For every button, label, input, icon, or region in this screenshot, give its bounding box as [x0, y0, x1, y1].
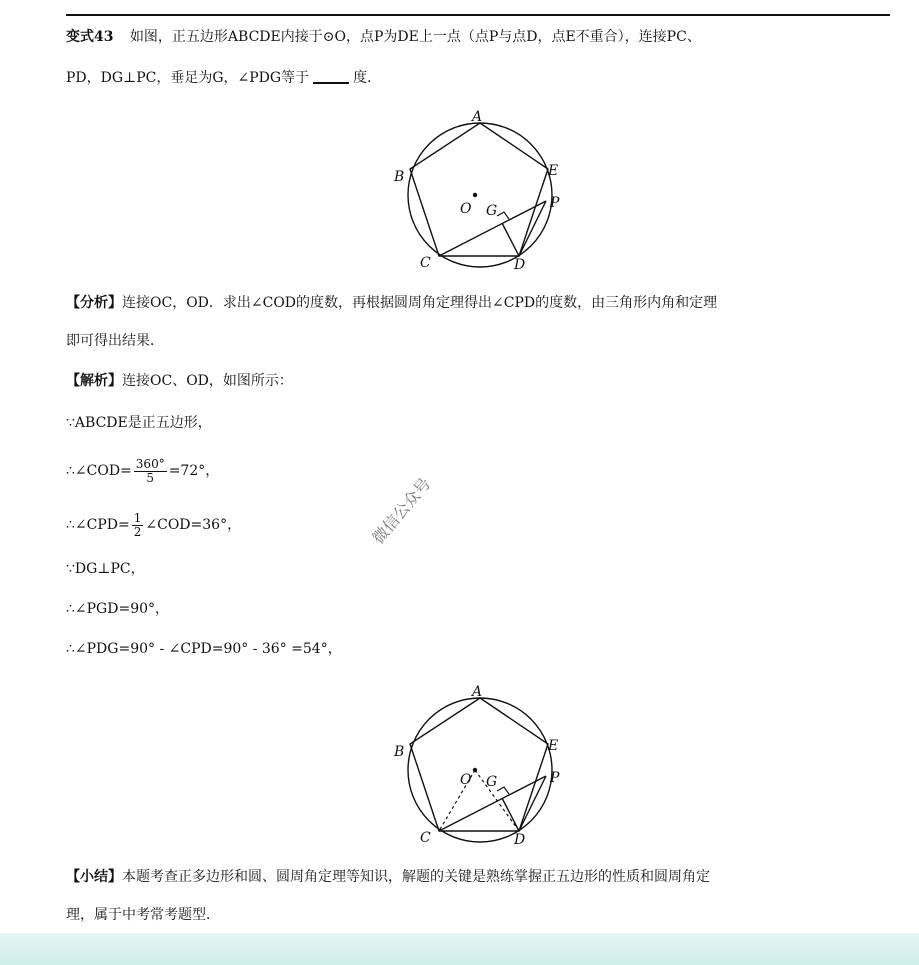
label-d: D: [514, 257, 526, 273]
circumcircle: [408, 698, 552, 842]
frac1-num: 360°: [135, 456, 165, 471]
step-2-suffix: =72°，: [168, 463, 220, 479]
label-g: G: [486, 203, 498, 219]
step-2-prefix: ∴∠COD=: [66, 463, 132, 479]
problem-tag: 变式43: [66, 29, 114, 45]
label-c: C: [420, 830, 431, 846]
summary-line-1: [66, 868, 710, 886]
answer-blank: [313, 68, 349, 84]
watermark-text: 微信公众号: [368, 474, 435, 548]
step-3-suffix: ∠COD=36°，: [145, 517, 242, 533]
label-a: A: [472, 109, 483, 125]
center-point: [473, 193, 477, 197]
solution-step-4: ∵DG⊥PC，: [66, 561, 145, 577]
bottom-strip: [0, 933, 919, 965]
problem-line-1: [66, 28, 701, 46]
label-e: E: [548, 738, 559, 754]
fraction-360-over-5: [134, 458, 167, 485]
frac2-den: 2: [133, 524, 142, 539]
frac2-num: 1: [133, 510, 142, 525]
step-3-prefix: ∴∠CPD=: [66, 517, 130, 533]
problem-text-2: PD，DG⊥PC，垂足为G，∠PDG等于: [66, 70, 310, 86]
watermark: [360, 360, 590, 560]
label-d: D: [514, 832, 526, 848]
solution-intro: 连接OC、OD，如图所示：: [122, 373, 293, 389]
label-c: C: [420, 255, 431, 271]
solution-step-1: ∵ABCDE是正五边形，: [66, 415, 212, 431]
fraction-1-over-2: [132, 512, 144, 539]
analysis-line-1: [66, 294, 717, 312]
right-angle-mark: [497, 212, 509, 219]
solution-step-3: [66, 510, 241, 540]
label-a: A: [472, 684, 483, 700]
label-p: P: [550, 770, 560, 786]
center-point: [473, 768, 477, 772]
summary-text-1: 本题考查正多边形和圆、圆周角定理等知识，解题的关键是熟练掌握正五边形的性质和圆周角定: [122, 869, 710, 885]
analysis-text-1: 连接OC，OD．求出∠COD的度数，再根据圆周角定理得出∠CPD的度数，由三角形内角和定理: [122, 295, 718, 311]
label-b: B: [394, 744, 405, 760]
label-g: G: [486, 774, 498, 790]
solution-step-5: ∴∠PGD=90°，: [66, 601, 170, 617]
pentagon-figure-2: [380, 680, 580, 850]
label-b: B: [394, 169, 405, 185]
label-e: E: [548, 163, 559, 179]
label-o: O: [460, 201, 472, 217]
solution-tag: 【解析】: [66, 373, 122, 389]
right-angle-mark: [497, 787, 509, 794]
solution-step-2: [66, 456, 219, 486]
problem-line-2: [66, 68, 381, 87]
problem-text-2-suffix: 度．: [353, 70, 382, 86]
label-o: O: [460, 772, 472, 788]
label-p: P: [550, 195, 560, 211]
frac1-den: 5: [146, 470, 155, 485]
solution-step-6: ∴∠PDG=90° - ∠CPD=90° - 36° =54°，: [66, 641, 342, 657]
segment-dg: [502, 223, 519, 256]
problem-text-1: 如图，正五边形ABCDE内接于⊙O，点P为DE上一点（点P与点D，点E不重合），连接PC、: [129, 29, 701, 45]
segment-dg: [502, 798, 519, 831]
circumcircle: [408, 123, 552, 267]
summary-tag: 【小结】: [66, 869, 122, 885]
segment-pd: [519, 776, 546, 831]
analysis-line-2: 即可得出结果．: [66, 333, 164, 349]
solution-line-intro: [66, 372, 293, 390]
summary-line-2: 理，属于中考常考题型．: [66, 907, 220, 923]
pentagon-figure-1: [380, 105, 580, 275]
top-rule: [66, 14, 890, 16]
analysis-tag: 【分析】: [66, 295, 122, 311]
segment-pd: [519, 201, 546, 256]
